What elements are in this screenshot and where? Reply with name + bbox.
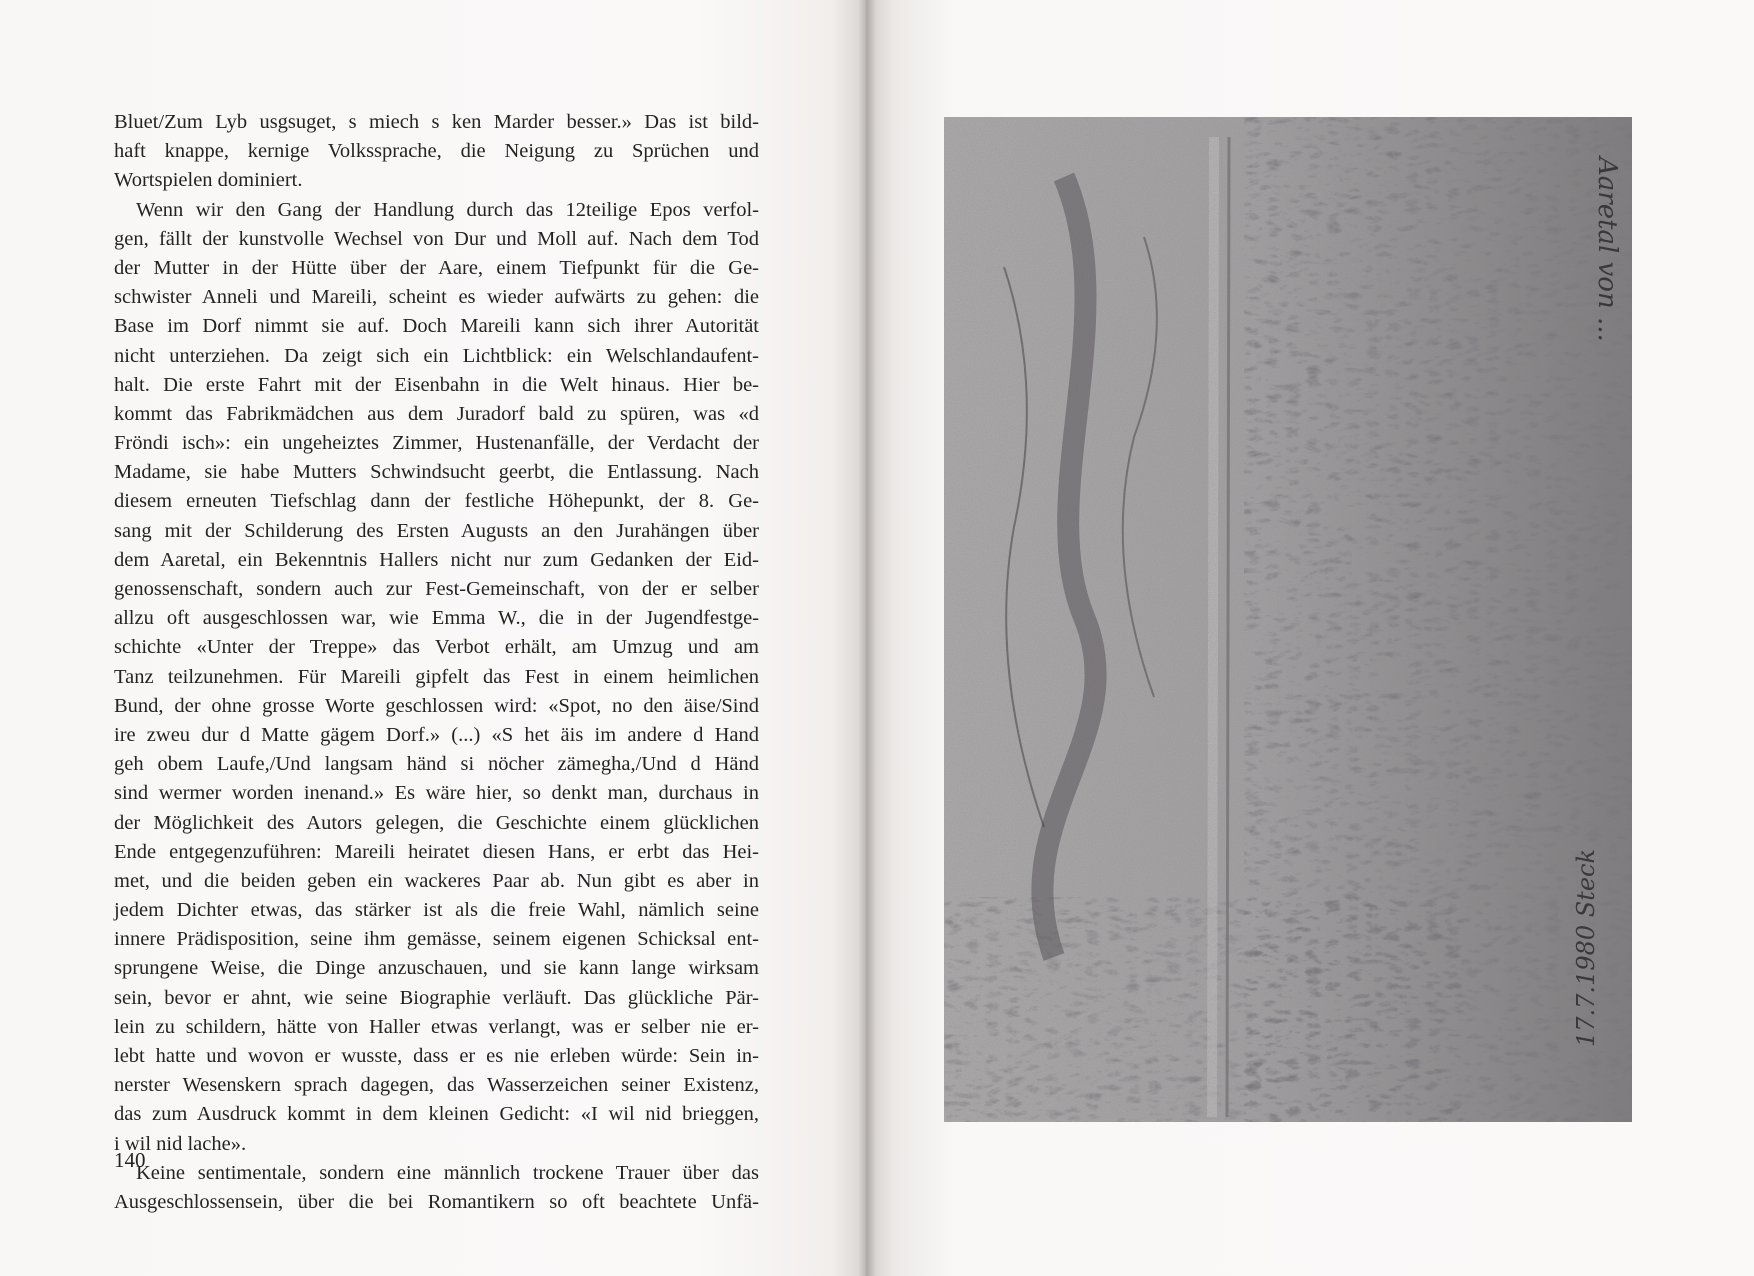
- text-line: Ausgeschlossensein, über die bei Romantikern so oft beachtete Unfä-: [114, 1190, 759, 1213]
- handwritten-title: [1592, 155, 1622, 342]
- text-line: sind wermer worden inenand.» Es wäre hier, so denkt man, durchaus in: [114, 782, 759, 805]
- text-line: nicht unterziehen. Da zeigt sich ein Lichtblick: ein Welschlandaufent-: [114, 344, 759, 367]
- text-line: halt. Die erste Fahrt mit der Eisenbahn in die Welt hinaus. Hier be-: [114, 373, 759, 396]
- text-line: schwister Anneli und Mareili, scheint es wieder aufwärts zu gehen: die: [114, 286, 759, 309]
- left-page: [0, 0, 866, 1276]
- text-line: das zum Ausdruck kommt in dem kleinen Gedicht: «I wil nid brieggen,: [114, 1103, 759, 1126]
- text-line: dem Aaretal, ein Bekenntnis Hallers nicht nur zum Gedanken der Eid-: [114, 548, 759, 571]
- text-line: Ende entgegenzuführen: Mareili heiratet diesen Hans, er erbt das Hei-: [114, 840, 759, 863]
- text-line: schichte «Unter der Treppe» das Verbot erhält, am Umzug und am: [114, 636, 759, 659]
- text-line: Wortspielen dominiert.: [114, 169, 303, 192]
- text-line: der Mutter in der Hütte über der Aare, einem Tiefpunkt für die Ge-: [114, 256, 759, 279]
- text-line: haft knappe, kernige Volkssprache, die Neigung zu Sprüchen und: [114, 140, 759, 163]
- text-line: met, und die beiden geben ein wackeres Paar ab. Nun gibt es aber in: [114, 869, 759, 892]
- text-line: Bund, der ohne grosse Worte geschlossen wird: «Spot, no den äise/Sind: [114, 694, 759, 717]
- text-line: Tanz teilzunehmen. Für Mareili gipfelt das Fest in einem heimlichen: [114, 665, 759, 688]
- text-line: Base im Dorf nimmt sie auf. Doch Mareili kann sich ihrer Autorität: [114, 315, 759, 338]
- text-line: Keine sentimentale, sondern eine männlich trockene Trauer über das: [136, 1161, 759, 1184]
- text-line: der Möglichkeit des Autors gelegen, die Geschichte einem glücklichen: [114, 811, 759, 834]
- text-line: diesem erneuten Tiefschlag dann der festliche Höhepunkt, der 8. Ge-: [114, 490, 759, 513]
- text-line: ire zweu dur d Matte gägem Dorf.» (...) «S het äis im andere d Hand: [114, 723, 759, 746]
- text-line: sein, bevor er ahnt, wie seine Biographie verläuft. Das glückliche Pär-: [114, 986, 759, 1009]
- handwritten-caption: [1572, 849, 1600, 1047]
- text-line: sprungene Weise, die Dinge anzuschauen, und sie kann lange wirksam: [114, 957, 759, 980]
- body-text: [114, 108, 759, 1217]
- text-line: genossenschaft, sondern auch zur Fest-Gemeinschaft, von der er selber: [114, 578, 759, 600]
- page-number: 140: [114, 1148, 146, 1172]
- text-line: Fröndi isch»: ein ungeheiztes Zimmer, Hustenanfälle, der Verdacht der: [114, 432, 759, 455]
- sketch-drawing: [944, 117, 1632, 1122]
- text-line: geh obem Laufe,/Und langsam händ si nöcher zämegha,/Und d Händ: [114, 753, 759, 776]
- pencil-sketch-image: [944, 117, 1632, 1122]
- text-line: nerster Wesenskern sprach dagegen, das Wasserzeichen seiner Existenz,: [114, 1074, 759, 1097]
- text-line: gen, fällt der kunstvolle Wechsel von Dur und Moll auf. Nach dem Tod: [114, 227, 759, 250]
- text-line: allzu oft ausgeschlossen war, wie Emma W., die in der Jugendfestge-: [114, 607, 759, 630]
- text-line: kommt das Fabrikmädchen aus dem Juradorf bald zu spüren, was «d: [114, 402, 759, 425]
- text-line: sang mit der Schilderung des Ersten Augusts an den Jurahängen über: [114, 519, 759, 542]
- text-line: jedem Dichter etwas, das stärker ist als die freie Wahl, nämlich seine: [114, 899, 759, 922]
- text-line: Wenn wir den Gang der Handlung durch das 12teilige Epos verfol-: [136, 198, 759, 221]
- text-line: lebt hatte und wovon er wusste, dass er es nie erleben würde: Sein in-: [114, 1045, 759, 1067]
- svg-text:Aaretal von ...: Aaretal von ...: [1592, 157, 1622, 342]
- text-line: i wil nid lache».: [114, 1132, 247, 1155]
- text-line: lein zu schildern, hätte von Haller etwas verlangt, was er selber nie er-: [114, 1015, 759, 1038]
- text-line: Madame, sie habe Mutters Schwindsucht geerbt, die Entlassung. Nach: [114, 461, 759, 484]
- text-line: Bluet/Zum Lyb usgsuget, s miech s ken Marder besser.» Das ist bild-: [114, 111, 759, 133]
- book-gutter: [858, 0, 876, 1276]
- svg-text:17.7.1980 Steck: 17.7.1980 Steck: [1572, 848, 1600, 1047]
- text-line: innere Prädisposition, seine ihm gemässe, seinem eigenen Schicksal ent-: [114, 928, 759, 951]
